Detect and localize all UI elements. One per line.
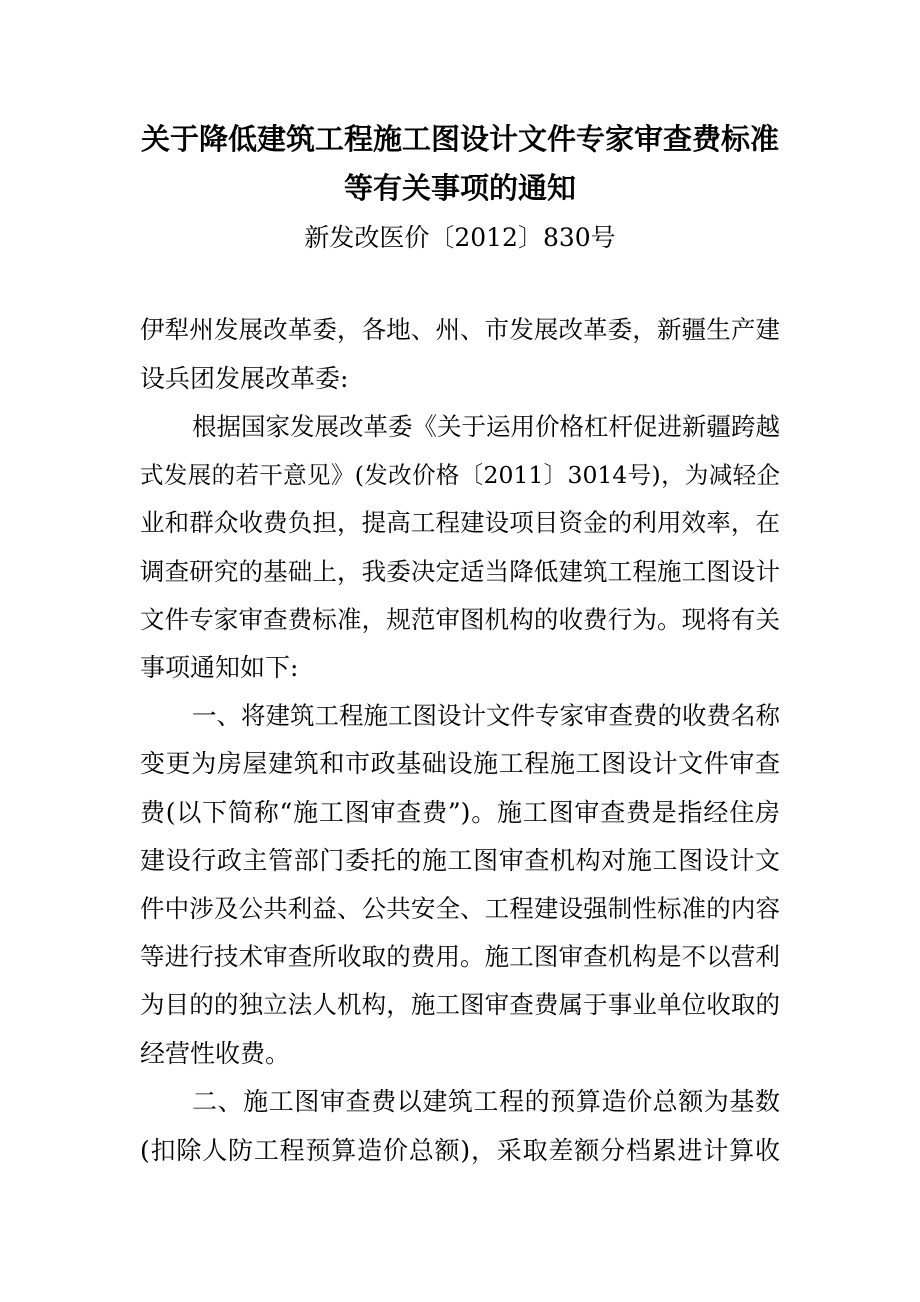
body-line: 文件专家审查费标准，规范审图机构的收费行为。现将有关	[140, 605, 780, 634]
body-line: 经营性收费。	[140, 1039, 291, 1068]
body-line: 建设行政主管部门委托的施工图审查机构对施工图设计文	[140, 846, 780, 875]
body-line: 二、施工图审查费以建筑工程的预算造价总额为基数	[192, 1087, 780, 1116]
body-line: 一、将建筑工程施工图设计文件专家审查费的收费名称	[192, 701, 780, 730]
document-title-line-2: 等有关事项的通知	[343, 171, 576, 205]
body-line: 事项通知如下:	[140, 653, 299, 682]
body-line: 费(以下简称“施工图审查费”)。施工图审查费是指经住房	[140, 798, 780, 827]
body-line: 调查研究的基础上，我委决定适当降低建筑工程施工图设计	[140, 557, 780, 586]
body-line: 件中涉及公共利益、公共安全、工程建设强制性标准的内容	[140, 894, 780, 923]
body-line: 变更为房屋建筑和市政基础设施工程施工图设计文件审查	[140, 749, 780, 778]
document-number: 新发改医价〔2012〕830号	[304, 223, 616, 252]
body-line: 等进行技术审查所收取的费用。施工图审查机构是不以营利	[140, 942, 780, 971]
body-line: 业和群众收费负担，提高工程建设项目资金的利用效率，在	[140, 508, 780, 537]
body-line: (扣除人防工程预算造价总额)，采取差额分档累进计算收	[140, 1136, 780, 1165]
document-title-line-1: 关于降低建筑工程施工图设计文件专家审查费标准	[140, 122, 779, 156]
body-line: 为目的的独立法人机构，施工图审查费属于事业单位收取的	[140, 990, 780, 1019]
body-line: 设兵团发展改革委:	[140, 364, 349, 393]
body-line: 伊犁州发展改革委，各地、州、市发展改革委，新疆生产建	[140, 315, 780, 344]
body-line: 式发展的若干意见》(发改价格〔2011〕3014号)，为减轻企	[140, 461, 780, 489]
body-line: 根据国家发展改革委《关于运用价格杠杆促进新疆跨越	[192, 412, 780, 441]
